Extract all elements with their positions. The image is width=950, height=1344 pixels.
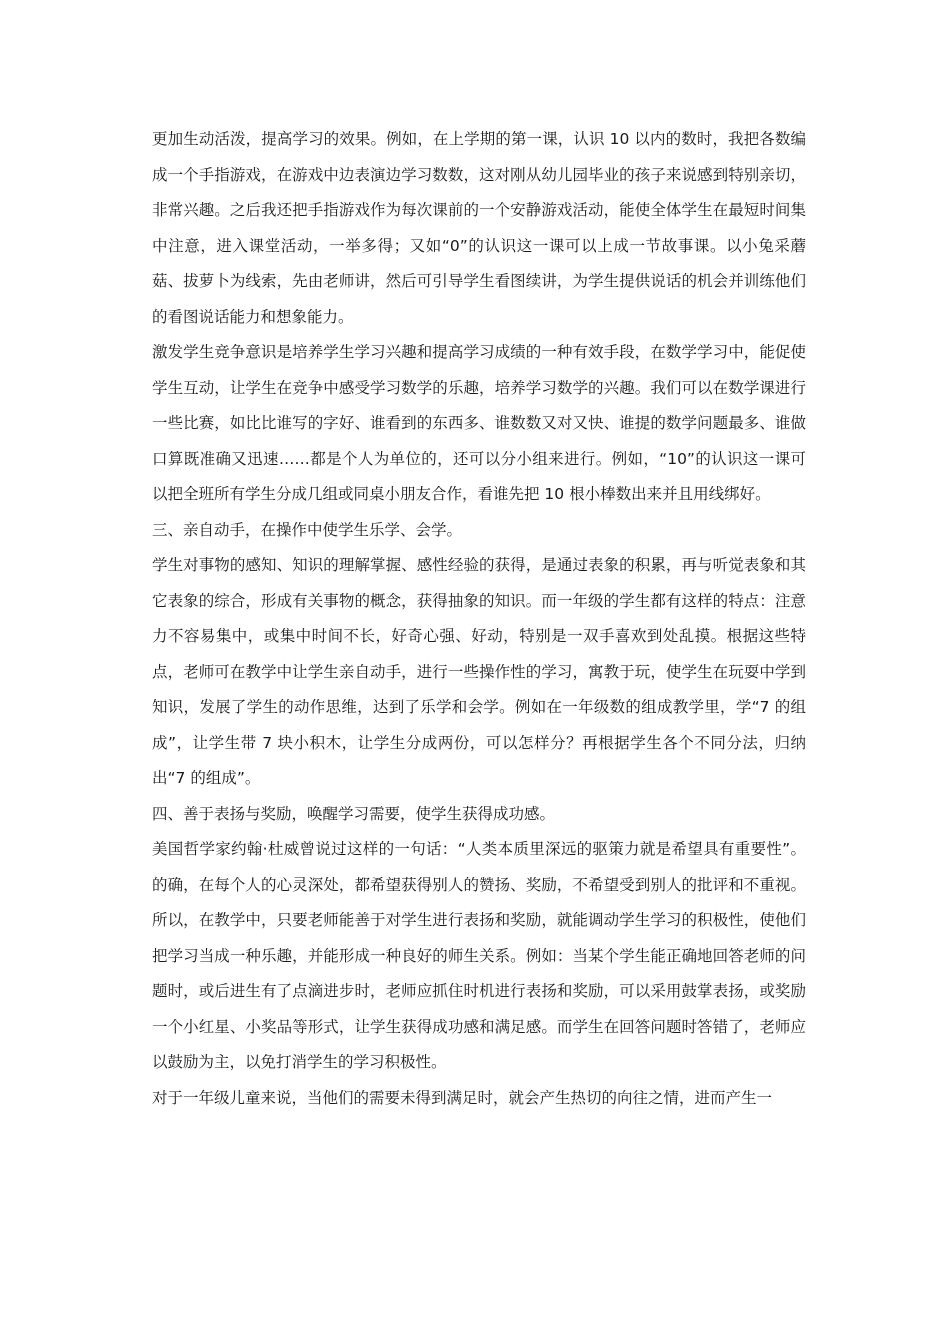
paragraph-4: 学生对事物的感知、知识的理解掌握、感性经验的获得，是通过表象的积累，再与听觉表象和其它表象的综合，形成有关事物的概念，获得抽象的知识。而一年级的学生都有这样的特点：注意力不容易集中，或集中时间不长，好奇心强、好动，特别是一双手喜欢到处乱摸。根据这些特点，老师可在教学中让学生亲自动手，进行一些操作性的学习，寓教于玩，使学生在玩耍中学到知识，发展了学生的动作思维，达到了乐学和会学。例如在一年级数的组成教学里，学“7 的组成”，让学生带 7 块小积木，让学生分成两份，可以怎样分？再根据学生各个不同分法，归纳出“7 的组成”。 — [152, 556, 806, 787]
document-body — [152, 122, 806, 1116]
paragraph-1: 更加生动活泼，提高学习的效果。例如，在上学期的第一课，认识 10 以内的数时，我把各数编成一个手指游戏，在游戏中边表演边学习数数，这对刚从幼儿园毕业的孩子来说感到特别亲切，非常兴趣。之后我还把手指游戏作为每次课前的一个安静游戏活动，能使全体学生在最短时间集中注意，进入课堂活动，一举多得；又如“0”的认识这一课可以上成一节故事课。以小兔采蘑菇、拔萝卜为线索，先由老师讲，然后可引导学生看图续讲，为学生提供说话的机会并训练他们的看图说话能力和想象能力。 — [152, 130, 806, 326]
section-heading-3: 三、亲自动手，在操作中使学生乐学、会学。 — [152, 520, 463, 539]
paragraph-2: 激发学生竞争意识是培养学生学习兴趣和提高学习成绩的一种有效手段，在数学学习中，能促使学生互动，让学生在竞争中感受学习数学的乐趣，培养学习数学的兴趣。我们可以在数学课进行一些比赛，如比比谁写的字好、谁看到的东西多、谁数数又对又快、谁提的数学问题最多、谁做口算既准确又迅速……都是个人为单位的，还可以分小组来进行。例如，“10”的认识这一课可以把全班所有学生分成几组或同桌小朋友合作，看谁先把 10 根小棒数出来并且用线绑好。 — [152, 343, 806, 503]
paragraph-6: 美国哲学家约翰·杜威曾说过这样的一句话：“人类本质里深远的驱策力就是希望具有重要性”。的确，在每个人的心灵深处，都希望获得别人的赞扬、奖励，不希望受到别人的批评和不重视。所以，在教学中，只要老师能善于对学生进行表扬和奖励，就能调动学生学习的积极性，使他们把学习当成一种乐趣，并能形成一种良好的师生关系。例如：当某个学生能正确地回答老师的问题时，或后进生有了点滴进步时，老师应抓住时机进行表扬和奖励，可以采用鼓掌表扬，或奖励一个小红星、小奖品等形式，让学生获得成功感和满足感。而学生在回答问题时答错了，老师应以鼓励为主，以免打消学生的学习积极性。 — [152, 840, 806, 1071]
paragraph-7: 对于一年级儿童来说，当他们的需要未得到满足时，就会产生热切的向往之情，进而产生一 — [152, 1088, 773, 1107]
section-heading-4: 四、善于表扬与奖励，唤醒学习需要，使学生获得成功感。 — [152, 804, 556, 823]
